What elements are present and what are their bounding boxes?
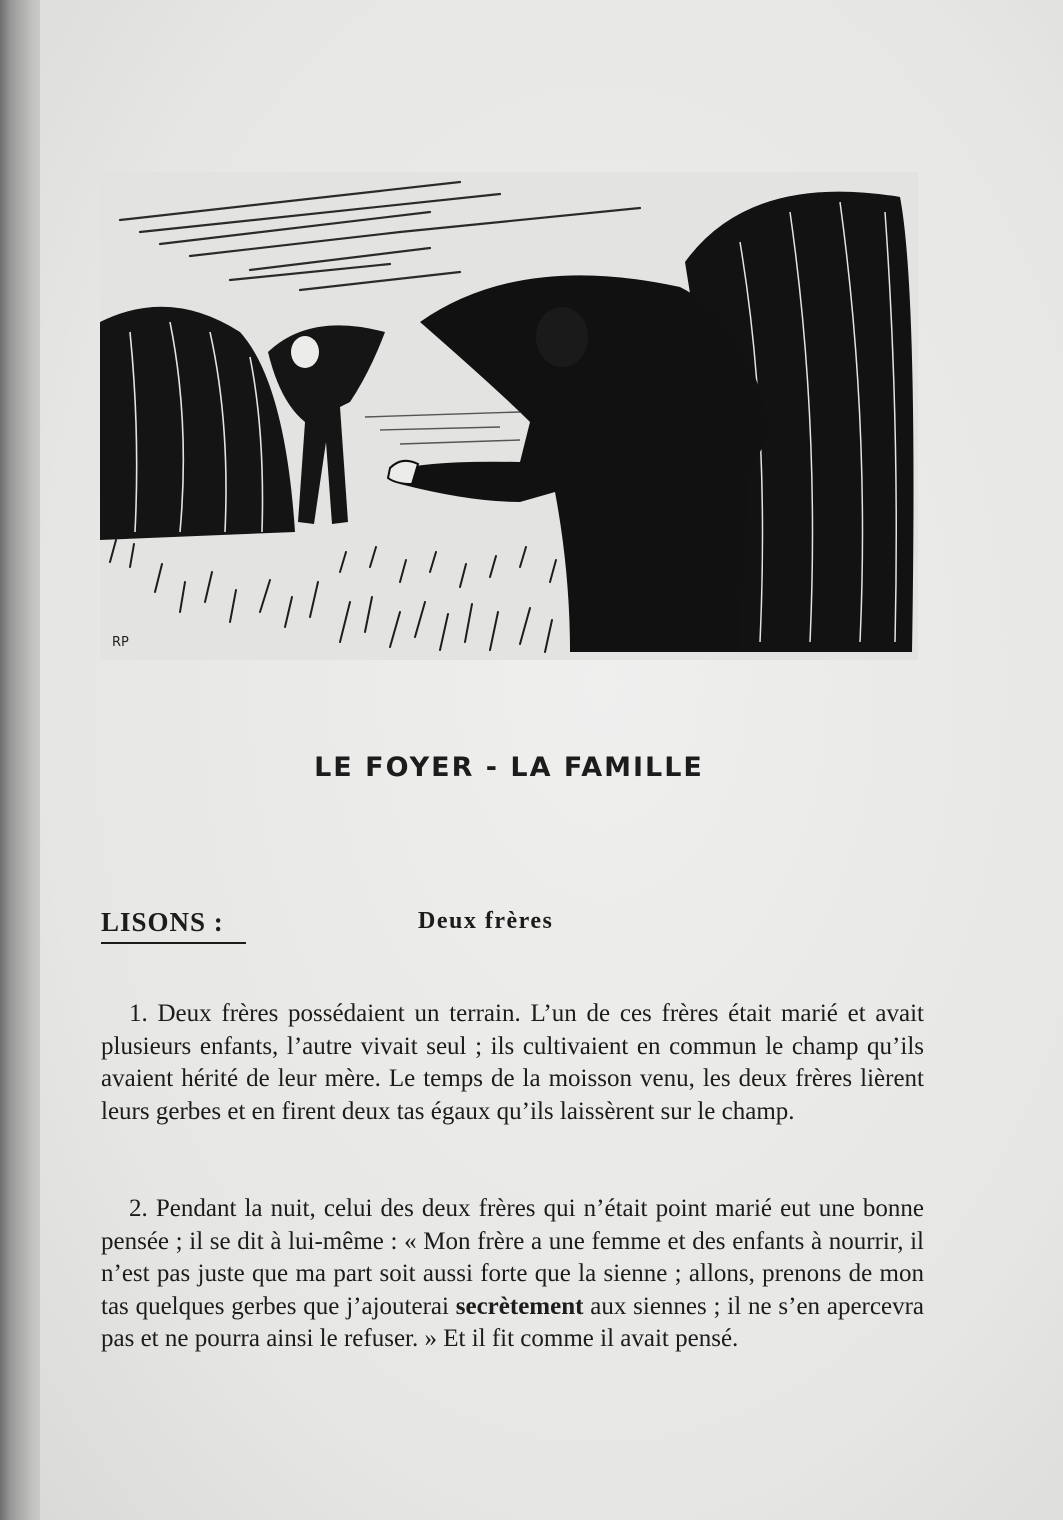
harvest-scene-drawing	[100, 172, 918, 660]
section-label: LISONS :	[101, 907, 246, 944]
paragraph-2	[101, 1193, 924, 1356]
paragraph-1	[101, 998, 924, 1128]
story-title: Deux frères	[418, 908, 554, 934]
paragraph-1-text: 1. Deux frères possédaient un terrain. L’un de ces frères était marié et avait plusieurs enfants, l’autre vivait seul ; ils cultivaient en commun le champ qu’ils avaient hérité de leur mère. Le temps de la moisson venu, les deux frères lièrent leurs gerbes et en firent deux tas égaux qu’ils laissèrent sur le champ.	[101, 1000, 924, 1125]
paragraph-2-text-after: aux siennes ; il ne s’en apercevra pas et ne pourra ainsi le refuser. » Et il fit comme il avait pensé.	[101, 1292, 924, 1353]
artist-signature: RP	[112, 635, 129, 650]
chapter-title: LE FOYER - LA FAMILLE	[314, 752, 704, 783]
paragraph-2-bold-word: secrètement	[455, 1292, 584, 1320]
harvest-illustration	[100, 172, 918, 660]
paragraph-2-text: 2. Pendant la nuit, celui des deux frères qui n’était point marié eut une bonne pensée ; il se dit à lui-même : « Mon frère a une femme et des enfants à nourrir, il n’est pas juste que ma part soit aussi forte que la sienne ; allons, prenons de mon tas quelques gerbes que j’ajouterai	[101, 1195, 924, 1320]
